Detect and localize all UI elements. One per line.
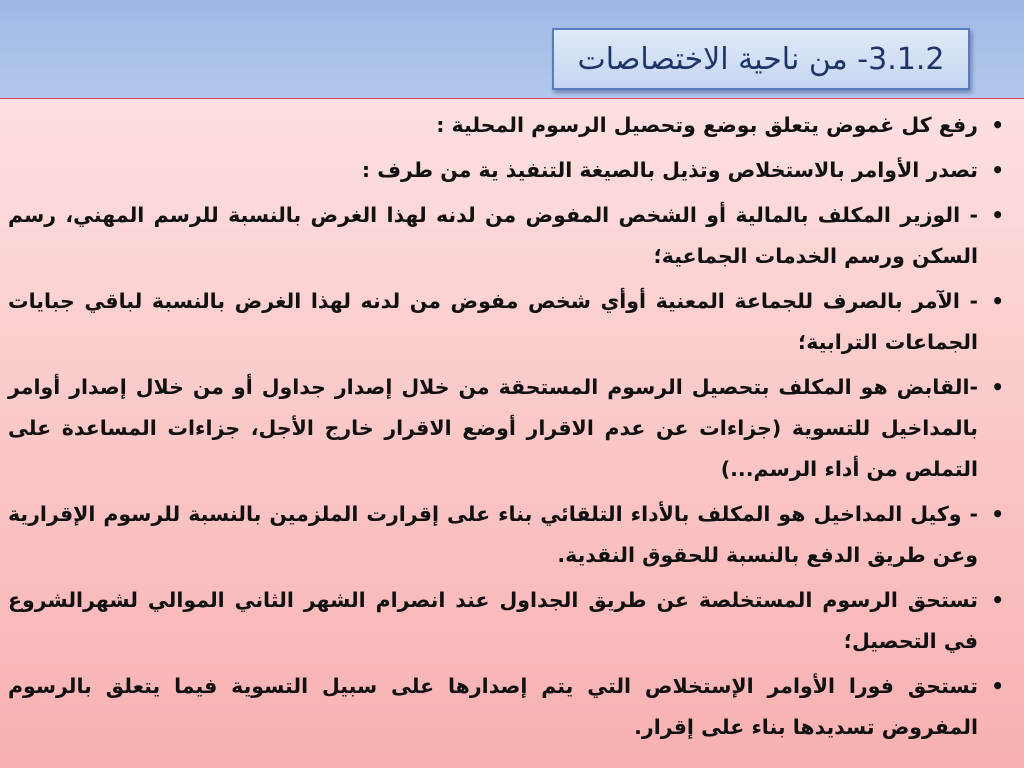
bullet-text: - الوزير المكلف بالمالية أو الشخص المفوض من لدنه لهذا الغرض بالنسبة للرسم المهني، رسم السكن ورسم الخدمات الجماعية؛: [8, 203, 978, 268]
bullet-text: رفع كل غموض يتعلق بوضع وتحصيل الرسوم المحلية :: [436, 113, 978, 137]
bullet-item: [8, 367, 1008, 490]
bullet-list: [0, 99, 1024, 748]
bullet-marker-icon: •: [991, 588, 1004, 612]
bullet-text: - وكيل المداخيل هو المكلف بالأداء التلقائي بناء على إقرارت الملزمين بالنسبة للرسوم الإقرارية وعن طريق الدفع بالنسبة للحقوق النقدية.: [8, 502, 978, 567]
bullet-text: تستحق الرسوم المستخلصة عن طريق الجداول عند انصرام الشهر الثاني الموالي لشهرالشروع في التحصيل؛: [8, 588, 978, 653]
bullet-item: [8, 666, 1008, 748]
slide-title-box: [552, 28, 970, 90]
bullet-marker-icon: •: [991, 375, 1004, 399]
bullet-marker-icon: •: [991, 289, 1004, 313]
bullet-marker-icon: •: [991, 674, 1004, 698]
bullet-item: [8, 281, 1008, 363]
bullet-text: -القابض هو المكلف بتحصيل الرسوم المستحقة من خلال إصدار جداول أو من خلال إصدار أوامر بالمداخيل للتسوية (جزاءات عن عدم الاقرار أوضع الاقرار خارج الأجل، جزاءات المساعدة على التملص من أداء الرسم...): [8, 375, 978, 481]
bullet-text: - الآمر بالصرف للجماعة المعنية أوأي شخص مفوض من لدنه لهذا الغرض بالنسبة لباقي جبايات الجماعات الترابية؛: [8, 289, 978, 354]
bullet-marker-icon: •: [991, 113, 1004, 137]
bullet-item: [8, 195, 1008, 277]
bullet-marker-icon: •: [991, 203, 1004, 227]
bullet-marker-icon: •: [991, 502, 1004, 526]
content-panel: [0, 98, 1024, 768]
bullet-item: [8, 105, 1008, 146]
slide-title: 3.1.2- من ناحية الاختصاصات: [577, 41, 945, 77]
bullet-marker-icon: •: [991, 158, 1004, 182]
bullet-text: تصدر الأوامر بالاستخلاص وتذيل بالصيغة التنفيذ ية من طرف :: [361, 158, 978, 182]
bullet-item: [8, 580, 1008, 662]
bullet-text: تستحق فورا الأوامر الإستخلاص التي يتم إصدارها على سبيل التسوية فيما يتعلق بالرسوم المفروض تسديدها بناء على إقرار.: [8, 674, 978, 739]
bullet-item: [8, 150, 1008, 191]
bullet-item: [8, 494, 1008, 576]
